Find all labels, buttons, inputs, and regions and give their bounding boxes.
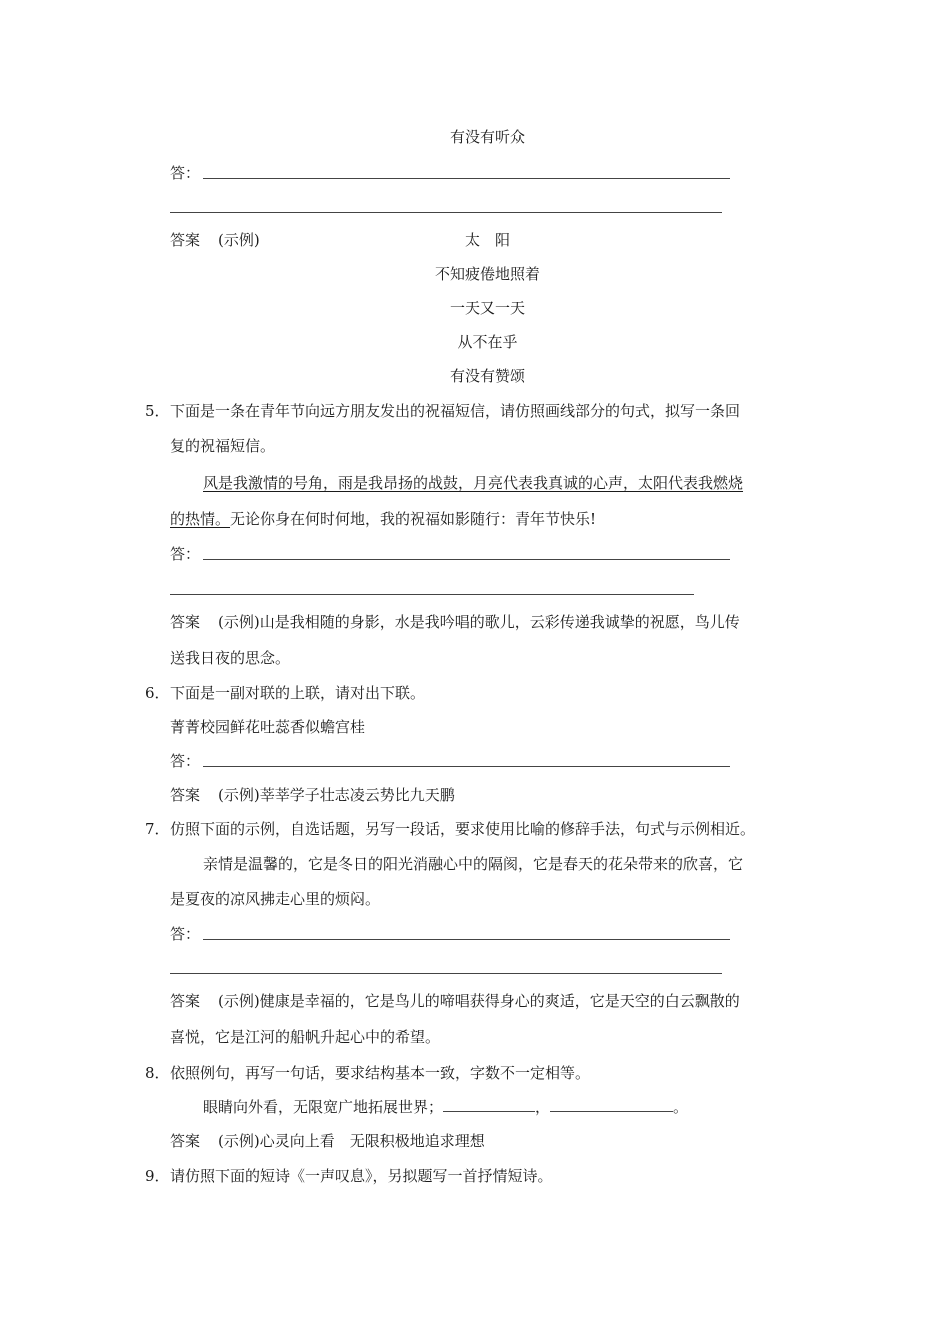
question-5-stem: 复的祝福短信。: [170, 437, 276, 455]
separator: ，: [535, 1098, 551, 1116]
message-rest: 无论你身在何时何地，我的祝福如影随行：青年节快乐!: [230, 510, 597, 528]
answer-blank-line[interactable]: [203, 178, 730, 179]
question-6-answer: [218, 785, 455, 805]
example-paragraph: 是夏夜的凉风拂走心里的烦闷。: [170, 890, 381, 908]
couplet-upper-line: 菁菁校园鲜花吐蕊香似蟾宫桂: [170, 718, 366, 736]
answer-prefix: 答：: [170, 925, 201, 943]
answer-label: 答案: [170, 1132, 201, 1150]
answer-blank-line[interactable]: [203, 939, 730, 940]
example-tag: (示例): [218, 992, 260, 1010]
answer-blank-line[interactable]: [203, 766, 730, 767]
question-6-stem: 下面是一副对联的上联，请对出下联。: [170, 684, 426, 702]
answer-blank-line[interactable]: [170, 594, 694, 595]
question-number-8: 8．: [145, 1064, 170, 1082]
question-number-5: 5．: [145, 402, 170, 420]
question-9-stem: 请仿照下面的短诗《一声叹息》，另拟题写一首抒情短诗。: [170, 1167, 553, 1185]
answer-prefix: 答：: [170, 164, 201, 182]
answer-prefix: 答：: [170, 752, 201, 770]
terminator: 。: [673, 1098, 689, 1116]
answer-prefix: 答：: [170, 545, 201, 563]
fill-blank[interactable]: [443, 1097, 535, 1112]
question-number-6: 6．: [145, 684, 170, 702]
question-number-9: 9．: [145, 1167, 170, 1185]
underlined-sentence: 风是我激情的号角，雨是我昂扬的战鼓，月亮代表我真诚的心声，太阳代表我燃烧: [203, 474, 744, 492]
answer-blank-line[interactable]: [170, 973, 722, 974]
answer-blank-line[interactable]: [203, 559, 730, 560]
answer-blank-line[interactable]: [170, 212, 722, 213]
answer-text: 山是我相随的身影，水是我吟唱的歌儿，云彩传递我诚挚的祝愿，鸟儿传: [259, 613, 740, 631]
example-sentence: 眼睛向外看，无限宽广地拓展世界；: [203, 1098, 444, 1116]
question-5-stem: 下面是一条在青年节向远方朋友发出的祝福短信，请仿照画线部分的句式，拟写一条回: [170, 402, 741, 420]
example-paragraph: 亲情是温馨的，它是冬日的阳光消融心中的隔阂，它是春天的花朵带来的欣喜，它: [203, 855, 744, 873]
answer-text: 心灵向上看 无限积极地追求理想: [259, 1132, 485, 1150]
question-number-7: 7．: [145, 820, 170, 838]
question-5-answer: [218, 612, 740, 632]
example-tag: (示例): [218, 786, 260, 804]
fill-blank[interactable]: [550, 1097, 673, 1112]
answer-text: 喜悦，它是江河的船帆升起心中的希望。: [170, 1028, 441, 1046]
answer-label: 答案: [170, 613, 201, 631]
answer-text: 送我日夜的思念。: [170, 649, 291, 667]
question-8-stem: 依照例句，再写一句话，要求结构基本一致，字数不一定相等。: [170, 1064, 591, 1082]
answer-text: 莘莘学子壮志凌云势比九天鹏: [259, 786, 455, 804]
answer-label: 答案: [170, 231, 201, 249]
answer-text: 健康是幸福的，它是鸟儿的啼唱获得身心的爽适，它是天空的白云飘散的: [259, 992, 740, 1010]
poem-line: 不知疲倦地照着: [434, 265, 540, 283]
poem-previous-last-line: 有没有听众: [449, 128, 525, 146]
question-7-stem: 仿照下面的示例，自选话题，另写一段话，要求使用比喻的修辞手法，句式与示例相近。: [170, 820, 756, 838]
question-8-example-line: [203, 1097, 688, 1117]
example-tag: (示例): [218, 613, 260, 631]
poem-title: 太 阳: [464, 231, 510, 249]
answer-label: 答案: [170, 786, 201, 804]
example-tag: (示例): [218, 1132, 260, 1150]
question-7-answer: [218, 991, 740, 1011]
poem-line: 一天又一天: [449, 299, 525, 317]
poem-line: 从不在乎: [457, 333, 518, 351]
question-8-answer: [218, 1131, 485, 1151]
answer-label: 答案: [170, 992, 201, 1010]
poem-line: 有没有赞颂: [449, 367, 525, 385]
underlined-sentence: 的热情。: [170, 510, 231, 528]
example-tag: (示例): [218, 231, 260, 249]
question-5-message-line: [170, 509, 596, 529]
